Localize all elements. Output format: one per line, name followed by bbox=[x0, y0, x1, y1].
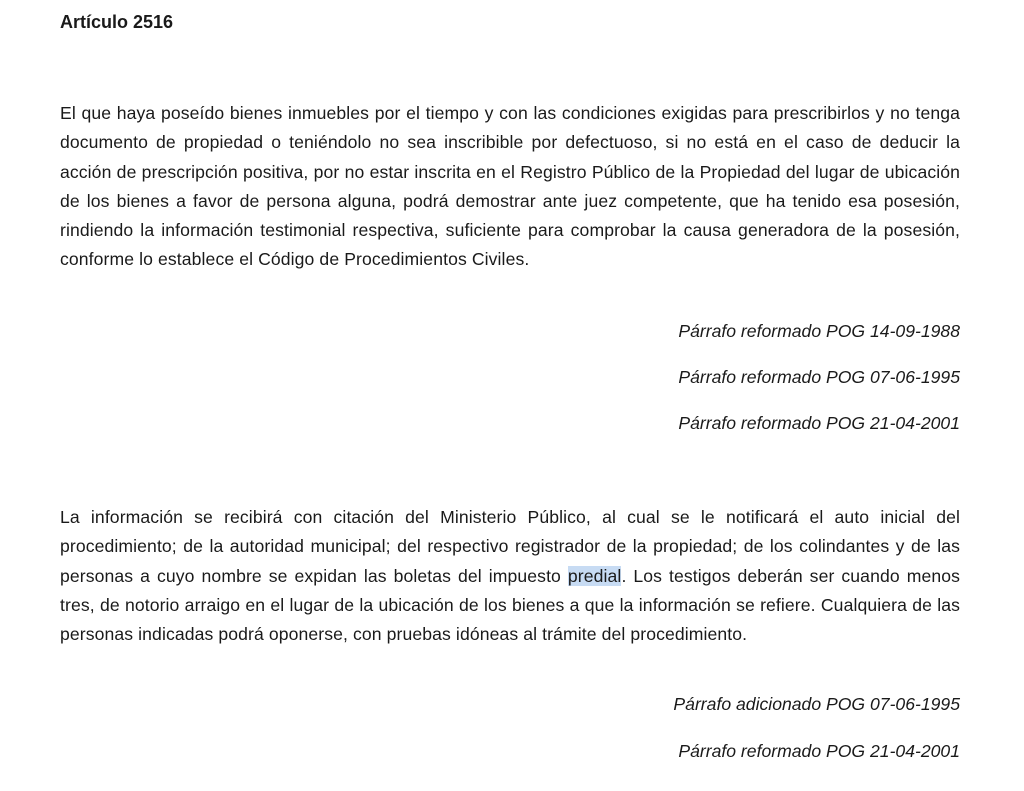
article-paragraph-1[interactable]: El que haya poseído bienes inmuebles por el tiempo y con las condiciones exigidas para prescribirlos y no tenga documento de propiedad o teniéndolo no sea inscribible por defectuoso, si no está en el caso de deducir la acción de prescripción positiva, por no estar inscrita en el Registro Público de la Propiedad del lugar de ubicación de los bienes a favor de persona alguna, podrá demostrar ante juez competente, que ha tenido esa posesión, rindiendo la información testimonial respectiva, suficiente para comprobar la causa generadora de la posesión, conforme lo establece el Código de Procedimientos Civiles. bbox=[60, 103, 960, 270]
article-heading: Artículo 2516 bbox=[60, 12, 174, 32]
paragraph-2-text-after: . Los testigos deberán ser cuando menos tres, de notorio arraigo en el lugar de la ubicación de los bienes a que la información se refiere. Cualquiera de las personas indicadas podrá oponerse, con pruebas idóneas al trámite del procedimiento. bbox=[60, 565, 961, 645]
amendment-note: Párrafo reformado POG 21-04-2001 bbox=[678, 413, 960, 433]
amendment-note: Párrafo reformado POG 14-09-1988 bbox=[678, 321, 960, 341]
paragraph-2-text-before: La información se recibirá con citación del Ministerio Público, al cual se le notificará el auto inicial del procedimiento; de la autoridad municipal; del respectivo registrador de la propiedad; de los colindantes y de las personas a cuyo nombre se expidan las boletas del impuesto bbox=[60, 507, 960, 586]
amendment-note: Párrafo adicionado POG 07-06-1995 bbox=[673, 694, 960, 714]
selected-text-highlight[interactable]: predial bbox=[567, 565, 622, 586]
amendment-note: Párrafo reformado POG 21-04-2001 bbox=[678, 741, 960, 761]
article-paragraph-2[interactable] bbox=[60, 503, 960, 649]
amendment-note: Párrafo reformado POG 07-06-1995 bbox=[678, 367, 960, 387]
